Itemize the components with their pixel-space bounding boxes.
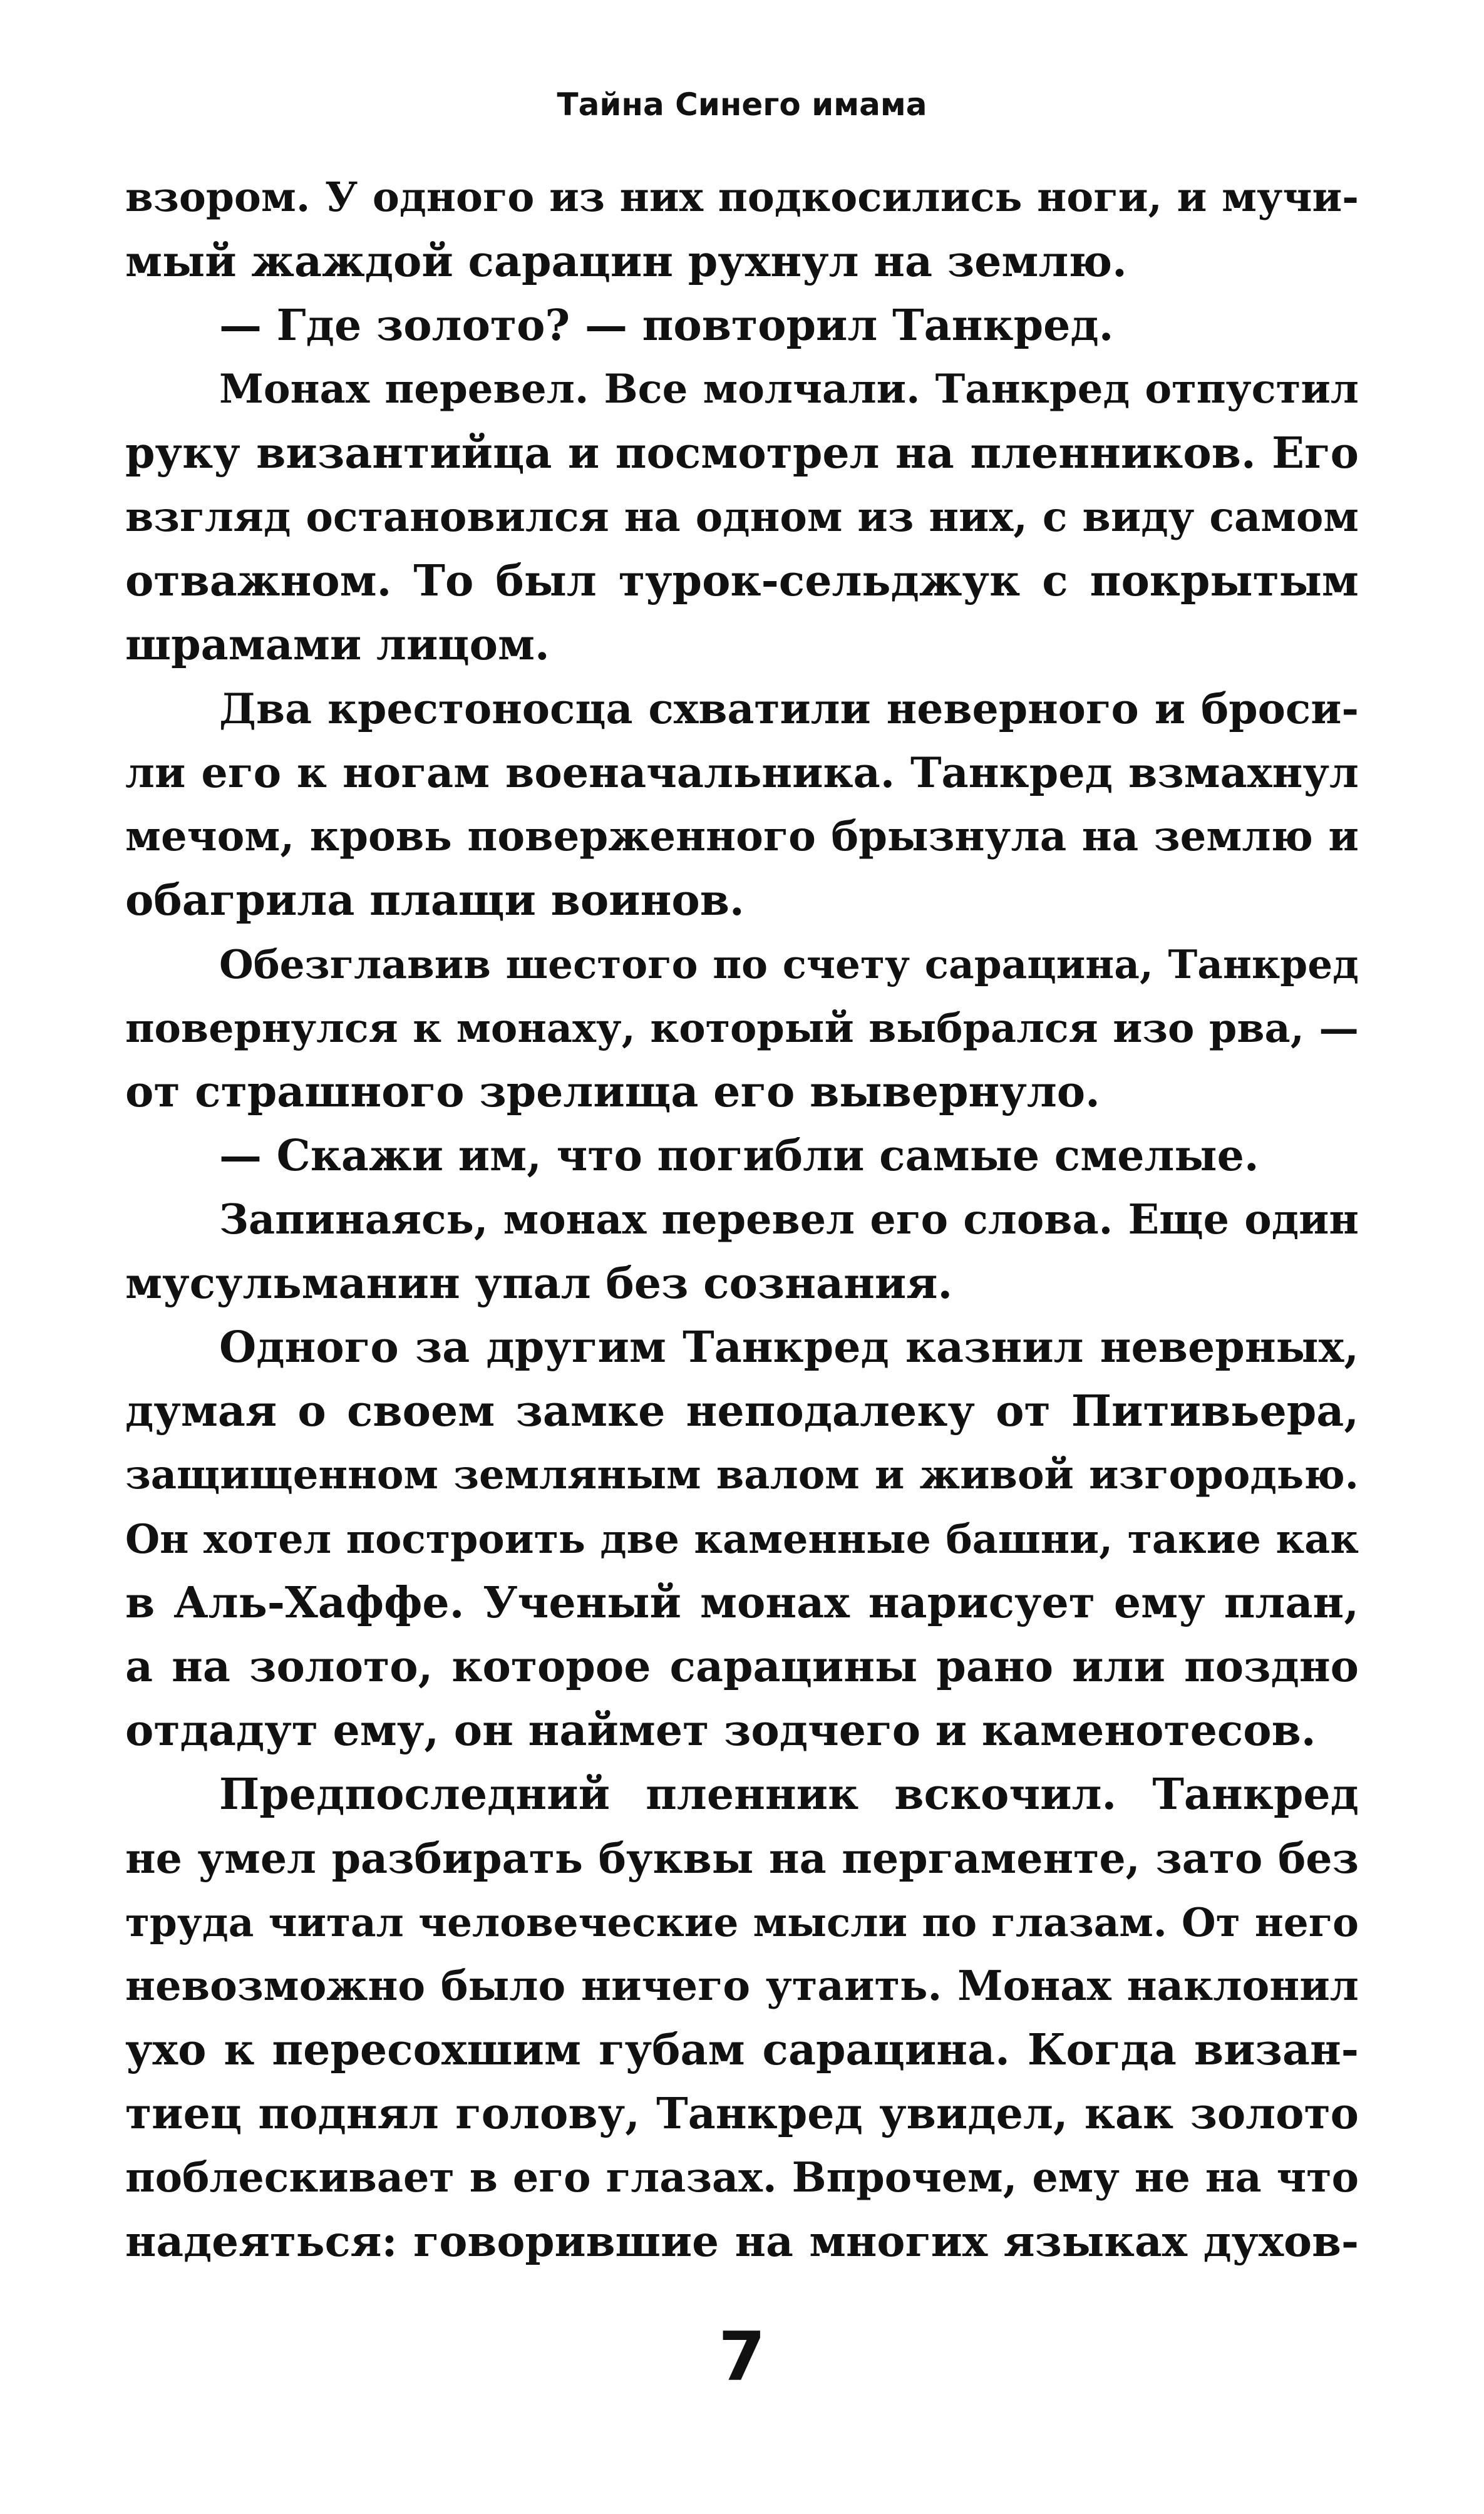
text-line: от страшного зрелища его вывернуло. [125, 1067, 1100, 1117]
text-line: тиец поднял голову, Танкред увидел, как золото [125, 2089, 1359, 2139]
text-line: ухо к пересохшим губам сарацина. Когда визан- [125, 2025, 1359, 2075]
text-line: не умел разбирать буквы на пергаменте, зато без [125, 1834, 1359, 1883]
text-line: мый жаждой сарацин рухнул на землю. [125, 237, 1127, 287]
text-line: руку византийца и посмотрел на пленников. Его [125, 428, 1359, 478]
text-line: в Аль-Хаффе. Ученый монах нарисует ему план, [125, 1578, 1359, 1628]
text-line: труда читал человеческие мысли по глазам. От него [125, 1899, 1359, 1945]
text-line: Монах перевел. Все молчали. Танкред отпустил [219, 366, 1359, 413]
text-line: защищенном земляным валом и живой изгородью. [125, 1451, 1359, 1498]
text-line: взором. У одного из них подкосились ноги, и мучи- [125, 174, 1359, 221]
page-number: 7 [718, 2318, 766, 2396]
text-line: невозможно было ничего утаить. Монах наклонил [125, 1962, 1359, 2010]
text-line: обагрила плащи воинов. [125, 875, 745, 925]
text-line: ли его к ногам военачальника. Танкред взмахнул [125, 748, 1359, 797]
text-line: мечом, кровь поверженного брызнула на землю и [125, 812, 1359, 860]
text-line: повернулся к монаху, который выбрался изо рва, — [125, 1004, 1359, 1051]
text-line: шрамами лицом. [125, 620, 550, 670]
text-line: Он хотел построить две каменные башни, такие как [125, 1516, 1359, 1562]
text-line: мусульманин упал без сознания. [125, 1259, 953, 1309]
text-line: надеяться: говорившие на многих языках духов- [125, 2217, 1359, 2266]
text-line: думая о своем замке неподалеку от Питивьера, [125, 1386, 1359, 1436]
text-line: — Скажи им, что погибли самые смелые. [219, 1131, 1259, 1181]
text-line: Предпоследний пленник вскочил. Танкред [219, 1770, 1359, 1820]
text-line: отдадут ему, он наймет зодчего и каменотесов. [125, 1706, 1316, 1756]
text-line: Два крестоносца схватили неверного и броси- [219, 684, 1359, 733]
text-line: а на золото, которое сарацины рано или поздно [125, 1642, 1359, 1692]
text-line: Запинаясь, монах перевел его слова. Еще один [219, 1196, 1359, 1244]
text-line: Обезглавив шестого по счету сарацина, Танкред [219, 941, 1359, 987]
text-line: взгляд остановился на одном из них, с виду самом [125, 493, 1359, 541]
text-line: — Где золото? — повторил Танкред. [219, 301, 1114, 351]
running-head: Тайна Синего имама [557, 86, 927, 123]
text-line: отважном. То был турок-сельджук с покрытым [125, 556, 1359, 606]
text-line: Одного за другим Танкред казнил неверных, [219, 1322, 1359, 1373]
body-text [125, 166, 1359, 2274]
text-line: поблескивает в его глазах. Впрочем, ему не на что [125, 2154, 1359, 2202]
